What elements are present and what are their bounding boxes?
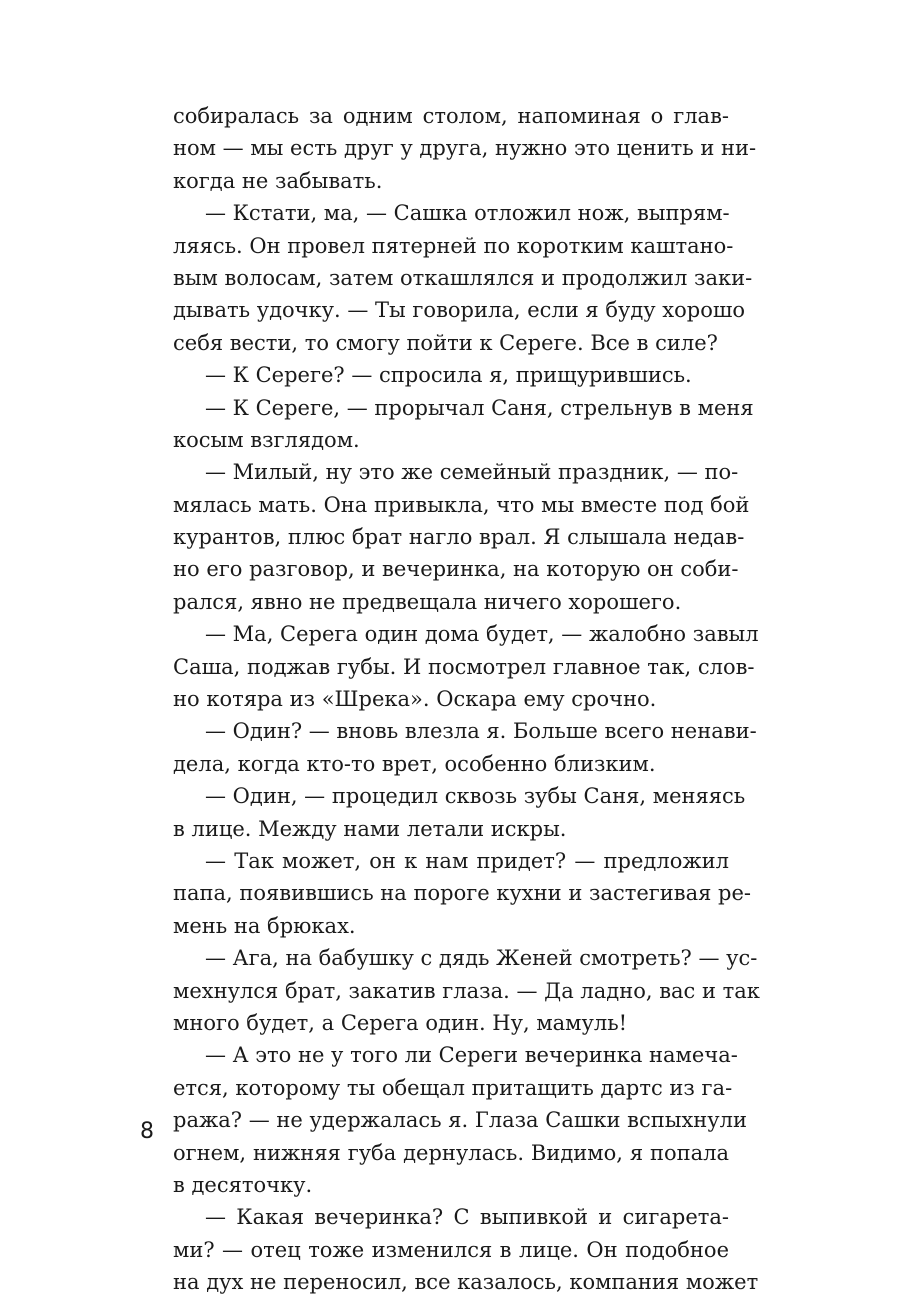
text-line: мень на брюках. (173, 913, 356, 938)
text-line: — Один? — вновь влезла я. Больше всего ненави- (205, 719, 757, 744)
text-line: но его разговор, и вечеринка, на которую он соби- (173, 557, 739, 582)
text-line: — Ма, Серега один дома будет, — жалобно завыл (205, 622, 759, 647)
text-line: — К Сереге, — прорычал Саня, стрельнув в меня (205, 395, 754, 420)
paragraph (173, 100, 757, 197)
paragraph (173, 780, 746, 845)
text-line: — А это не у того ли Сереги вечеринка намеча- (205, 1043, 738, 1068)
text-line: когда не забывать. (173, 168, 383, 193)
text-line: вым волосам, затем откашлялся и продолжил заки- (173, 265, 753, 290)
text-line: в десяточку. (173, 1172, 313, 1197)
text-line: собиралась за одним столом, напоминая о глав- (173, 104, 729, 128)
text-line: на дух не переносил, все казалось, компания может (173, 1270, 759, 1295)
text-line: рался, явно не предвещала ничего хорошего. (173, 589, 682, 614)
text-line: — Ага, на бабушку с дядь Женей смотреть? — ус- (205, 946, 758, 971)
text-line: — К Сереге? — спросила я, прищурившись. (205, 363, 692, 388)
text-line: дывать удочку. — Ты говорила, если я буду хорошо (173, 298, 746, 323)
paragraph (173, 715, 757, 780)
text-line: — Так может, он к нам придет? — предложил (205, 848, 729, 873)
paragraph (173, 392, 754, 457)
text-line: много будет, а Серега один. Ну, мамуль! (173, 1010, 628, 1035)
text-line: ется, которому ты обещал притащить дартс из га- (173, 1075, 733, 1100)
paragraph (173, 456, 750, 618)
paragraph (173, 618, 759, 715)
text-line: огнем, нижняя губа дернулась. Видимо, я попала (173, 1140, 729, 1165)
text-line: себя вести, то смогу пойти к Сереге. Все в силе? (173, 330, 718, 355)
paragraph (173, 942, 760, 1039)
text-line: ми? — отец тоже изменился в лице. Он подобное (173, 1237, 729, 1262)
text-line: — Один, — процедил сквозь зубы Саня, меняясь (205, 784, 746, 809)
text-line: в лице. Между нами летали искры. (173, 816, 567, 841)
paragraph (173, 197, 753, 359)
page-number: 8 (140, 1119, 154, 1144)
text-line: папа, появившись на пороге кухни и застегивая ре- (173, 881, 752, 906)
text-line: ном — мы есть друг у друга, нужно это ценить и ни- (173, 136, 757, 161)
paragraph (173, 845, 752, 942)
text-line: — Милый, ну это же семейный праздник, — по- (205, 460, 739, 485)
paragraph (173, 1039, 747, 1201)
text-line: — Кстати, ма, — Сашка отложил нож, выпрям- (205, 201, 730, 226)
text-line: косым взглядом. (173, 427, 360, 452)
text-line: ража? — не удержалась я. Глаза Сашки вспыхнули (173, 1108, 747, 1133)
text-line: ляясь. Он провел пятерней по коротким каштано- (173, 233, 734, 258)
body-text (173, 100, 760, 1298)
paragraph (173, 359, 729, 391)
text-line: — Какая вечеринка? С выпивкой и сигарета- (205, 1205, 729, 1230)
text-line: дела, когда кто-то врет, особенно близким. (173, 751, 656, 776)
paragraph (173, 1201, 759, 1298)
text-line: мехнулся брат, закатив глаза. — Да ладно, вас и так (173, 978, 760, 1003)
text-line: мялась мать. Она привыкла, что мы вместе под бой (173, 492, 750, 517)
text-line: курантов, плюс брат нагло врал. Я слышала недав- (173, 525, 745, 550)
text-line: но котяра из «Шрека». Оскара ему срочно. (173, 687, 657, 712)
text-line: Саша, поджав губы. И посмотрел главное так, слов- (173, 654, 755, 679)
